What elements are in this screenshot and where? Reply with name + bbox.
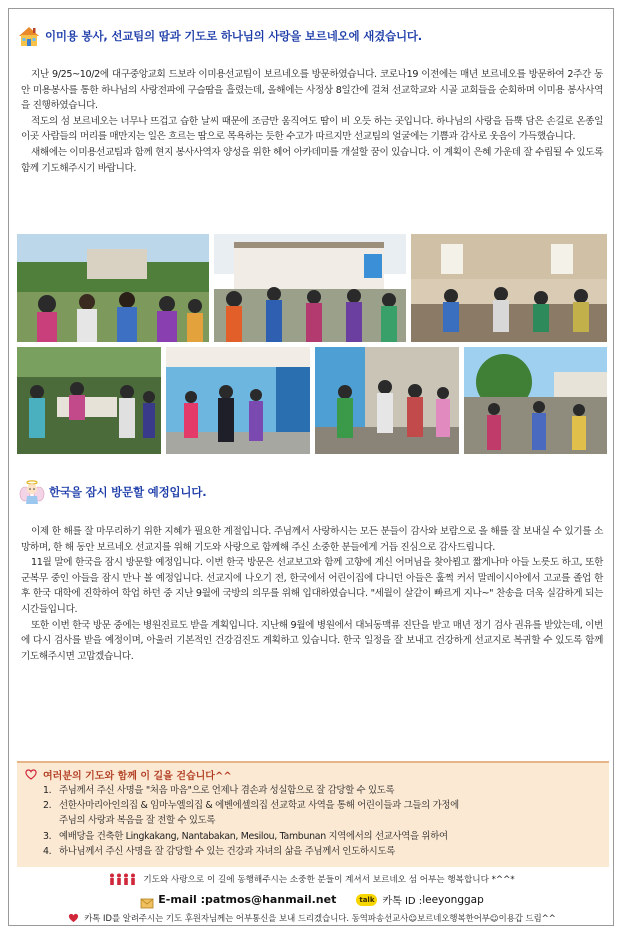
people-icon (109, 873, 137, 885)
section1-paragraph: 적도의 섬 보르네오는 너무나 뜨겁고 습한 날씨 때문에 조금만 움직여도 땀이 비 오듯 하는 곳입니다. 하나님의 사랑을 듬뿍 담은 손길로 온종일 이곳 사람들의 머리를 매만지는 일은 흐르는 땀으로 목욕하는 듯한 수고가 따르지만 선교팀의 얼굴에는 기쁨과 감사로 웃음이 가득했습니다. (21, 115, 603, 143)
footer-thanks-text: 기도와 사랑으로 이 길에 동행해주시는 소중한 분들이 계셔서 보르네오 섬 어부는 행복합니다 *^^* (143, 875, 515, 885)
prayer-item-text: 예배당을 건축한 Lingkakang, Nantabakan, Mesilou, Tambunan 지역에서의 선교사역을 위하여 (59, 830, 448, 842)
prayer-item-text: 주님께서 주신 사명을 "처음 마음"으로 언제나 겸손과 성실함으로 잘 감당할 수 있도록 (59, 785, 395, 796)
footer-note-text: 카톡 ID를 알려주시는 기도 후원자님께는 어부통신을 보내 드리겠습니다. 동역파송선교사☺보르네오행복한어부☺이용갑 드림^^ (84, 913, 556, 923)
prayer-header (25, 767, 232, 782)
heart-outline-icon (25, 769, 37, 780)
photo-collage (17, 234, 607, 454)
photo-porch-group (315, 347, 459, 454)
prayer-list (43, 783, 601, 859)
section1-title: 이미용 봉사, 선교팀의 땀과 기도로 하나님의 사랑을 보르네오에 새겼습니다. (45, 29, 422, 43)
email-label: E-mail : (158, 893, 205, 906)
kakao-id[interactable]: leeyonggap (422, 893, 484, 906)
footer-contact (9, 892, 615, 907)
prayer-item-text: 선한사마리아인의집 & 임마누엘의집 & 에벤에셀의집 선교학교 사역을 통해 어린이들과 그들의 가정에 (59, 800, 459, 812)
prayer-item-number: 1. (43, 785, 52, 796)
prayer-item-text: 하나님께서 주신 사명을 잘 감당할 수 있는 건강과 자녀의 삶을 주님께서 인도하시도록 (59, 845, 395, 857)
photo-village-yard (464, 347, 607, 454)
photo-outdoor-tent (17, 347, 161, 454)
kakao-talk-icon: talk (356, 894, 377, 906)
section1-paragraph: 새해에는 이미용선교팀과 함께 현지 봉사사역자 양성을 위한 헤어 아카데미를 개설할 꿈이 있습니다. 이 계획이 은혜 가운데 잘 수립될 수 있도록 함께 기도해주시기 바랍니다. (21, 146, 603, 174)
prayer-item (43, 783, 601, 798)
kakao-label: 카톡 ID : (382, 896, 423, 907)
email-address[interactable]: patmos@hanmail.net (204, 893, 337, 906)
prayer-title: 여러분의 기도와 함께 이 길을 걷습니다^^ (43, 771, 232, 782)
prayer-item-text: 주님의 사랑과 복음을 잘 전할 수 있도록 (59, 815, 216, 827)
house-icon (17, 25, 41, 47)
section2-title: 한국을 잠시 방문할 예정입니다. (49, 485, 207, 499)
section2-paragraph: 이제 한 해를 잘 마무리하기 위한 지혜가 필요한 계절입니다. 주님께서 사랑하시는 모든 분들이 감사와 보람으로 올 해를 잘 보내실 수 있기를 소망하며, 한 해 동안 보르네오 선교지를 위해 기도와 사랑으로 함께해 주신 소중한 분들에게 거듭 진심으로 감사드립니다. (21, 526, 603, 553)
prayer-item-number: 4. (43, 845, 52, 857)
photo-blue-building (166, 347, 310, 454)
footer-note (9, 912, 615, 924)
section1-paragraph: 지난 9/25~10/2에 대구중앙교회 드보라 이미용선교팀이 보르네오를 방문하였습니다. 코로나19 이전에는 매년 보르네오를 방문하여 2주간 동안 미용봉사를 통한 하나님의 사랑전파에 구슬땀을 흘렸는데, 올해에는 사정상 8일간에 걸쳐 선교학교와 시골 교회들을 순회하며 이미용 봉사사역을 진행하였습니다. (21, 69, 603, 112)
section1-header (17, 25, 422, 47)
prayer-item (43, 813, 601, 828)
prayer-item-number: 3. (43, 830, 52, 842)
prayer-item (43, 829, 601, 844)
newsletter-page (8, 8, 614, 926)
footer-thanks (9, 873, 615, 885)
mail-icon (140, 894, 154, 906)
section2-paragraph: 또한 이번 한국 방문 중에는 병원진료도 받을 계획입니다. 지난해 9월에 병원에서 대뇌동맥류 진단을 받고 매년 정기 검사 권유를 받았는데, 이번에 다시 검사를 받을 예정이며, 아울러 기본적인 건강검진도 계획하고 있습니다. 한국 일정을 잘 보내고 건강하게 선교지로 복귀할 수 있도록 함께 기도해주시면 고맙겠습니다. (21, 619, 603, 662)
heart-icon (68, 913, 79, 923)
angel-icon (19, 479, 45, 505)
prayer-item (43, 798, 601, 813)
section2-body (21, 524, 603, 664)
prayer-box (17, 761, 609, 867)
section2-paragraph: 11월 말에 한국을 잠시 방문할 예정입니다. 이번 한국 방문은 선교보고와 함께 고향에 계신 어머님을 찾아뵙고 짧게나마 아들 노릇도 하고, 또한 군복무 중인 아들을 잠시 만나 볼 예정입니다. 선교지에 나오기 전, 한국에서 어린이집에 다니던 아들은 훌쩍 커서 말레이시아에서 고교를 졸업 한 후 한국 대학에 진학하여 학업 하던 중 지난 9월에 국방의 의무를 위해 입대하였습니다. "세월이 살같이 빠르게 지나~" 찬송을 더욱 실감하게 되는 시간들입니다. (21, 557, 603, 615)
photo-indoor-hall (411, 234, 607, 342)
photo-outdoor-haircut (17, 234, 209, 342)
prayer-item-number (43, 813, 59, 828)
section2-header (19, 479, 206, 505)
photo-church-courtyard (214, 234, 406, 342)
prayer-item (43, 844, 601, 859)
prayer-item-number: 2. (43, 800, 52, 812)
section1-body (21, 67, 603, 176)
